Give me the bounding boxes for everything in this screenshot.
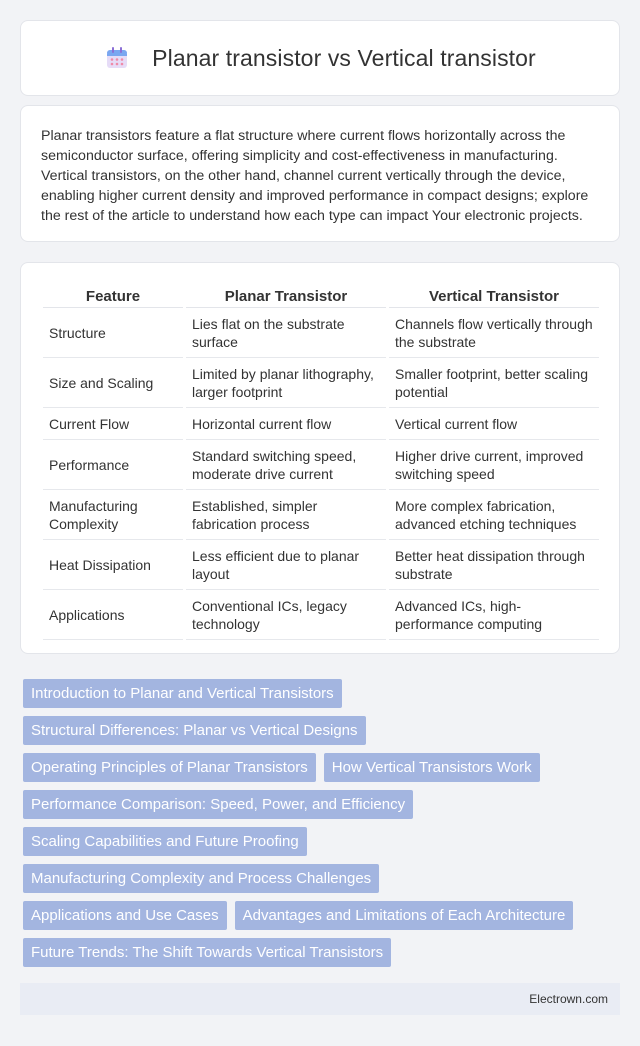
footer bbox=[20, 983, 620, 1015]
topic-tag-advantages[interactable]: Advantages and Limitations of Each Architecture bbox=[235, 901, 574, 930]
table-cell: Limited by planar lithography, larger footprint bbox=[185, 358, 388, 408]
comparison-table bbox=[43, 285, 599, 640]
table-cell: Higher drive current, improved switching speed bbox=[388, 440, 600, 490]
tag-row bbox=[23, 827, 623, 856]
header-vertical: Vertical Transistor bbox=[388, 285, 600, 308]
table-row bbox=[43, 408, 599, 440]
tag-row bbox=[23, 938, 623, 967]
topic-tag-applications[interactable]: Applications and Use Cases bbox=[23, 901, 227, 930]
topic-tag-introduction[interactable]: Introduction to Planar and Vertical Transistors bbox=[23, 679, 342, 708]
table-row bbox=[43, 358, 599, 408]
table-cell: Lies flat on the substrate surface bbox=[185, 308, 388, 358]
table-cell: Smaller footprint, better scaling potential bbox=[388, 358, 600, 408]
tag-row bbox=[23, 679, 623, 708]
table-cell: Advanced ICs, high-performance computing bbox=[388, 590, 600, 640]
page-title: Planar transistor vs Vertical transistor bbox=[152, 44, 536, 71]
footer-site-link[interactable]: Electrown.com bbox=[529, 992, 608, 1006]
table-cell: Structure bbox=[43, 308, 185, 358]
tag-row bbox=[23, 864, 623, 893]
table-header-row bbox=[43, 285, 599, 308]
tag-row bbox=[23, 753, 623, 782]
intro-card bbox=[20, 105, 620, 242]
topic-tag-performance[interactable]: Performance Comparison: Speed, Power, and Efficiency bbox=[23, 790, 413, 819]
table-cell: Vertical current flow bbox=[388, 408, 600, 440]
table-cell: Manufacturing Complexity bbox=[43, 490, 185, 540]
table-cell: Less efficient due to planar layout bbox=[185, 540, 388, 590]
table-row bbox=[43, 490, 599, 540]
topic-tag-structural-differences[interactable]: Structural Differences: Planar vs Vertical Designs bbox=[23, 716, 366, 745]
topic-tag-scaling[interactable]: Scaling Capabilities and Future Proofing bbox=[23, 827, 307, 856]
table-cell: Horizontal current flow bbox=[185, 408, 388, 440]
topic-tag-operating-principles[interactable]: Operating Principles of Planar Transistors bbox=[23, 753, 316, 782]
topic-tags bbox=[23, 679, 623, 975]
table-row bbox=[43, 308, 599, 358]
calendar-icon bbox=[104, 45, 130, 71]
table-row bbox=[43, 440, 599, 490]
table-cell: Size and Scaling bbox=[43, 358, 185, 408]
topic-tag-future-trends[interactable]: Future Trends: The Shift Towards Vertical Transistors bbox=[23, 938, 391, 967]
table-cell: Heat Dissipation bbox=[43, 540, 185, 590]
tag-row bbox=[23, 790, 623, 819]
table-cell: Current Flow bbox=[43, 408, 185, 440]
tag-row bbox=[23, 901, 623, 930]
table-row bbox=[43, 590, 599, 640]
table-cell: Standard switching speed, moderate drive current bbox=[185, 440, 388, 490]
table-cell: More complex fabrication, advanced etching techniques bbox=[388, 490, 600, 540]
topic-tag-manufacturing[interactable]: Manufacturing Complexity and Process Challenges bbox=[23, 864, 379, 893]
table-cell: Conventional ICs, legacy technology bbox=[185, 590, 388, 640]
topic-tag-vertical-work[interactable]: How Vertical Transistors Work bbox=[324, 753, 540, 782]
comparison-table-card bbox=[20, 262, 620, 654]
table-cell: Better heat dissipation through substrate bbox=[388, 540, 600, 590]
table-cell: Channels flow vertically through the substrate bbox=[388, 308, 600, 358]
title-card bbox=[20, 20, 620, 96]
tag-row bbox=[23, 716, 623, 745]
header-feature: Feature bbox=[43, 285, 185, 308]
table-cell: Applications bbox=[43, 590, 185, 640]
table-cell: Established, simpler fabrication process bbox=[185, 490, 388, 540]
intro-paragraph: Planar transistors feature a flat structure where current flows horizontally across the semiconductor surface, offering simplicity and cost-effectiveness in manufacturing. Vertical transistors, on the other hand, channel current vertically through the device, enabling higher current density and improved performance in compact designs; explore the rest of the article to understand how each type can impact Your electronic projects. bbox=[41, 128, 589, 224]
table-cell: Performance bbox=[43, 440, 185, 490]
table-row bbox=[43, 540, 599, 590]
header-planar: Planar Transistor bbox=[185, 285, 388, 308]
